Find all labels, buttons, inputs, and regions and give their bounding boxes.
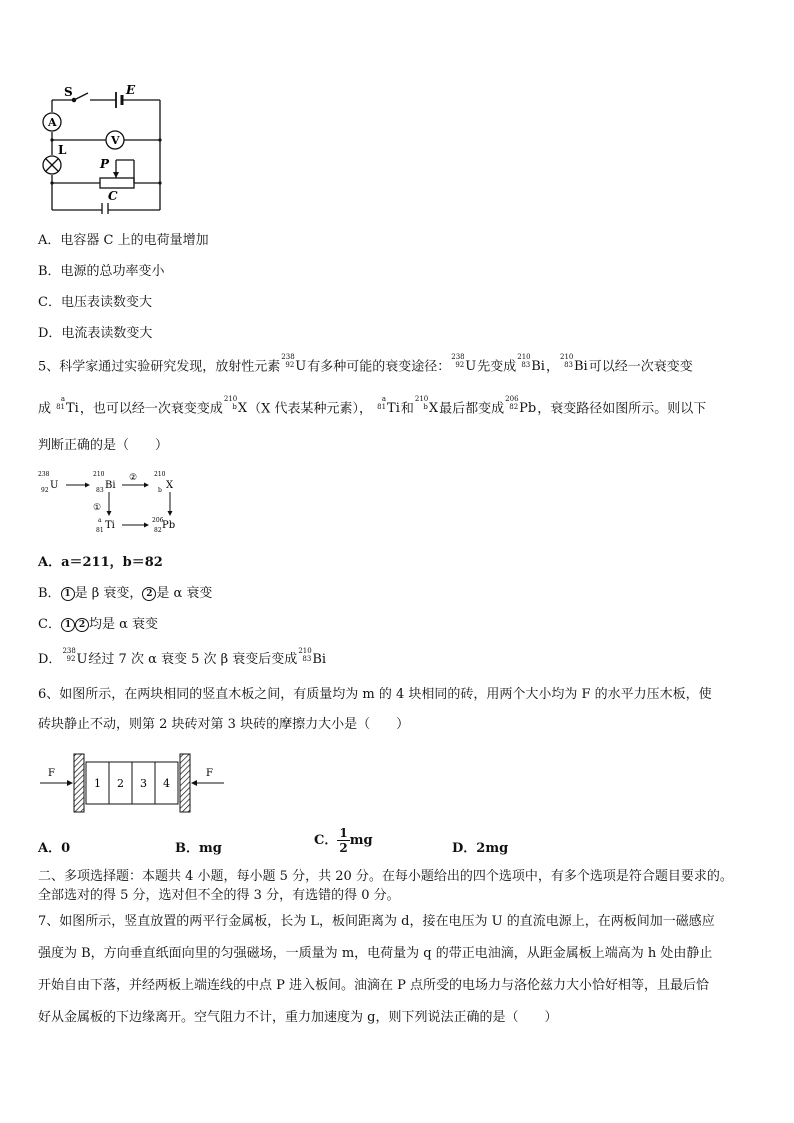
- svg-text:210: 210: [154, 471, 166, 478]
- q4-option-b: B．电源的总功率变小: [38, 264, 165, 279]
- svg-text:92: 92: [41, 487, 49, 494]
- q5-option-a: A．a＝211，b＝82: [38, 555, 163, 570]
- q6-option-d: D．2mg: [452, 841, 509, 856]
- fraction-one-half: $\frac{1}{2}$: [339, 826, 348, 855]
- svg-text:82: 82: [154, 527, 162, 534]
- q6-line2: 砖块静止不动，则第 2 块砖对第 3 块砖的摩擦力大小是（ ）: [38, 717, 410, 732]
- svg-text:①: ①: [93, 503, 102, 513]
- svg-text:238: 238: [38, 471, 50, 478]
- brick-1-label: 1: [94, 777, 101, 790]
- svg-text:206: 206: [152, 517, 164, 524]
- lamp-label: L: [58, 143, 67, 157]
- ammeter-label: A: [48, 116, 57, 129]
- q4-option-a: A．电容器 C 上的电荷量增加: [38, 233, 209, 248]
- nuclide-ti: a 81 Ti: [56, 395, 79, 416]
- nuclide-ti: a 81 Ti: [377, 395, 400, 416]
- nuclide-bi210: 210 83 Bi: [298, 647, 327, 667]
- nuclide-x: 210 b X: [414, 395, 439, 416]
- nuclide-bi210: 210 83 Bi: [559, 353, 588, 374]
- svg-text:a: a: [98, 517, 102, 524]
- switch-label: S: [64, 85, 73, 99]
- brick-4-label: 4: [163, 777, 170, 790]
- svg-text:②: ②: [129, 473, 138, 483]
- q6-option-b: B．mg: [175, 841, 222, 856]
- q5-line2: 成 a 81 Ti，也可以经一次衰变变成 210 b X（X 代表某种元素）， a 81 Ti和 210 b X最后都变成 206 82 Pb，衰变路径如图所示。则以下: [38, 395, 707, 417]
- q6-option-a: A．0: [38, 841, 71, 856]
- svg-text:b: b: [158, 487, 162, 494]
- svg-text:210: 210: [93, 471, 105, 478]
- q6-line1: 6、如图所示，在两块相同的竖直木板之间，有质量均为 m 的 4 块相同的砖，用两个大小均为 F 的水平力压木板，使: [38, 687, 712, 702]
- capacitor-label: C: [108, 189, 118, 203]
- svg-text:83: 83: [96, 487, 104, 494]
- section2-line1: 二、多项选择题：本题共 4 小题，每小题 5 分，共 20 分。在每小题给出的四个选项中，有多个选项是符合题目要求的。: [38, 869, 733, 884]
- q5-option-c: C． 1 2 均是 α 衰变: [38, 617, 158, 632]
- circuit-diagram: [38, 82, 168, 214]
- q5-line3: 判断正确的是（ ）: [38, 438, 169, 453]
- svg-text:X: X: [166, 480, 174, 491]
- q7-line1: 7、如图所示，竖直放置的两平行金属板，长为 L，板间距离为 d，接在电压为 U 的直流电源上，在两板间加一磁感应: [38, 914, 715, 929]
- q4-option-d: D．电流表读数变大: [38, 326, 153, 341]
- nuclide-bi210: 210 83 Bi: [517, 353, 545, 374]
- nuclide-u238: 238 92 U: [281, 353, 307, 374]
- q5-line1: 5、科学家通过实验研究发现，放射性元素 238 92 U有多种可能的衰变途径： 238 92 U先变成 210 83 Bi， 210 83 Bi可以经一次衰变变: [38, 353, 693, 375]
- q7-line2: 强度为 B，方向垂直纸面向里的匀强磁场，一质量为 m，电荷量为 q 的带正电油滴，从距金属板上端高为 h 处由静止: [38, 946, 713, 961]
- nuclide-u238: 238 92 U: [451, 353, 477, 374]
- nuclide-x: 210 b X: [223, 395, 248, 416]
- bricks-diagram: [38, 752, 228, 816]
- svg-text:81: 81: [96, 527, 104, 534]
- voltmeter-label: V: [111, 134, 120, 147]
- emf-label: E: [126, 83, 136, 97]
- nuclide-u238: 238 92 U: [62, 647, 88, 667]
- q7-line4: 好从金属板的下边缘离开。空气阻力不计，重力加速度为 g，则下列说法正确的是（ ）: [38, 1010, 558, 1025]
- q5-option-b: B． 1 是 β 衰变， 2 是 α 衰变: [38, 586, 213, 601]
- section2-line2: 全部选对的得 5 分，选对但不全的得 3 分，有选错的得 0 分。: [38, 888, 400, 903]
- force-right-label: F: [206, 768, 213, 779]
- svg-text:Bi: Bi: [105, 480, 116, 491]
- brick-2-label: 2: [117, 777, 124, 790]
- q4-option-c: C．电压表读数变大: [38, 295, 152, 310]
- slider-label: P: [100, 157, 110, 171]
- svg-text:U: U: [50, 480, 59, 491]
- brick-3-label: 3: [140, 777, 147, 790]
- q5-option-d: D． 238 92 U经过 7 次 α 衰变 5 次 β 衰变后变成 210 83 Bi: [38, 647, 327, 667]
- nuclide-pb206: 206 82 Pb: [505, 395, 537, 416]
- svg-text:Pb: Pb: [162, 520, 176, 531]
- q7-line3: 开始自由下落，并经两板上端连线的中点 P 进入板间。油滴在 P 点所受的电场力与洛伦兹力大小恰好相等，且最后恰: [38, 978, 710, 993]
- q6-option-c: C． $\frac{1}{2}$ mg: [314, 826, 373, 855]
- force-left-label: F: [48, 768, 55, 779]
- decay-path-diagram: [36, 470, 196, 540]
- svg-text:Ti: Ti: [105, 520, 115, 531]
